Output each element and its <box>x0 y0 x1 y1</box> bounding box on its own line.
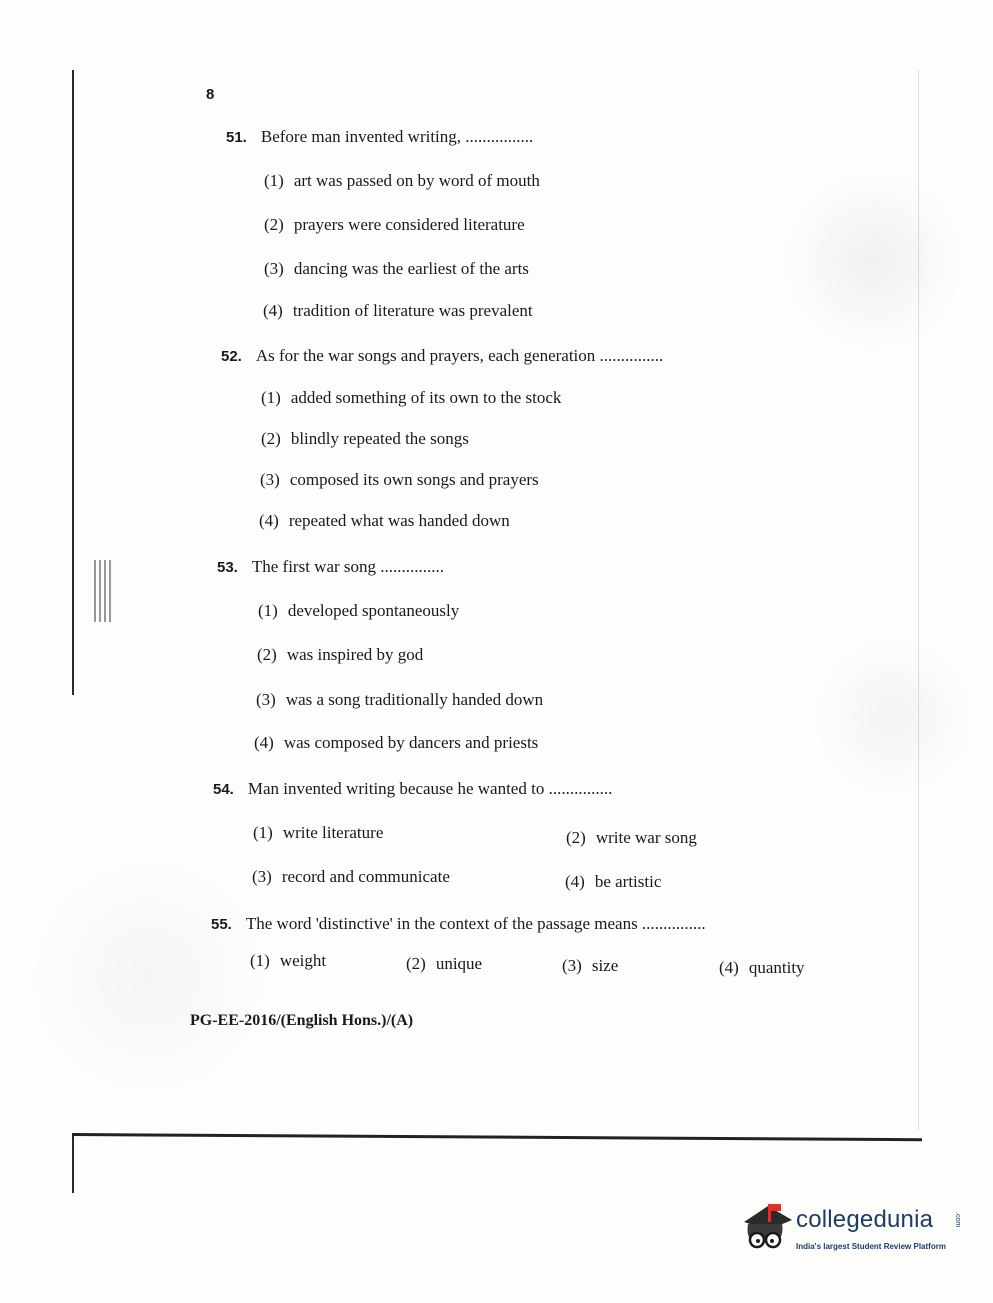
option: (1) added something of its own to the stock <box>261 388 562 407</box>
option: (3) was a song traditionally handed down <box>256 690 544 709</box>
question-54 <box>213 779 612 800</box>
page-border-right <box>918 70 919 1130</box>
brand-name: collegedunia <box>796 1206 934 1233</box>
option: (4) repeated what was handed down <box>259 511 510 530</box>
question-number: 54. <box>213 781 234 798</box>
question-number: 55. <box>211 916 232 933</box>
question-53 <box>217 557 444 578</box>
option: (3) size <box>562 956 619 975</box>
option: (4) tradition of literature was prevalent <box>263 301 533 320</box>
question-number: 52. <box>221 348 242 365</box>
student-mascot-icon <box>738 1198 794 1254</box>
brand-suffix: .com <box>954 1212 961 1228</box>
question-51 <box>226 127 533 148</box>
page-number: 8 <box>206 86 215 103</box>
scan-artifact <box>94 560 114 622</box>
option: (1) write literature <box>253 823 384 842</box>
page-border-bottom <box>72 1133 922 1141</box>
question-55 <box>211 914 706 935</box>
exam-code: PG-EE-2016/(English Hons.)/(A) <box>190 1012 414 1029</box>
question-stem: Before man invented writing, ................ <box>260 127 534 146</box>
brand-tagline: India's largest Student Review Platform <box>796 1242 946 1251</box>
option: (2) prayers were considered literature <box>264 215 525 234</box>
option: (2) unique <box>406 954 483 973</box>
question-stem: As for the war songs and prayers, each generation ............... <box>255 346 664 365</box>
option: (3) record and communicate <box>252 867 450 886</box>
option: (2) blindly repeated the songs <box>261 429 469 448</box>
option: (2) write war song <box>566 828 697 847</box>
question-number: 51. <box>226 129 247 146</box>
option: (4) was composed by dancers and priests <box>254 733 539 752</box>
option: (1) art was passed on by word of mouth <box>264 171 540 190</box>
question-number: 53. <box>217 559 238 576</box>
option: (1) weight <box>250 951 327 970</box>
option: (3) dancing was the earliest of the arts <box>264 259 529 278</box>
option: (4) be artistic <box>565 872 662 891</box>
option: (4) quantity <box>719 958 805 977</box>
option: (3) composed its own songs and prayers <box>260 470 539 489</box>
question-stem: Man invented writing because he wanted to ............... <box>247 779 613 798</box>
question-stem: The first war song ............... <box>251 557 445 576</box>
question-52 <box>221 346 663 367</box>
page-border-left-lower <box>72 1135 74 1193</box>
option: (1) developed spontaneously <box>258 601 460 620</box>
option: (2) was inspired by god <box>257 645 424 664</box>
page-border-left <box>72 70 74 695</box>
collegedunia-logo <box>738 1198 960 1256</box>
question-stem: The word 'distinctive' in the context of the passage means ............... <box>245 914 706 933</box>
